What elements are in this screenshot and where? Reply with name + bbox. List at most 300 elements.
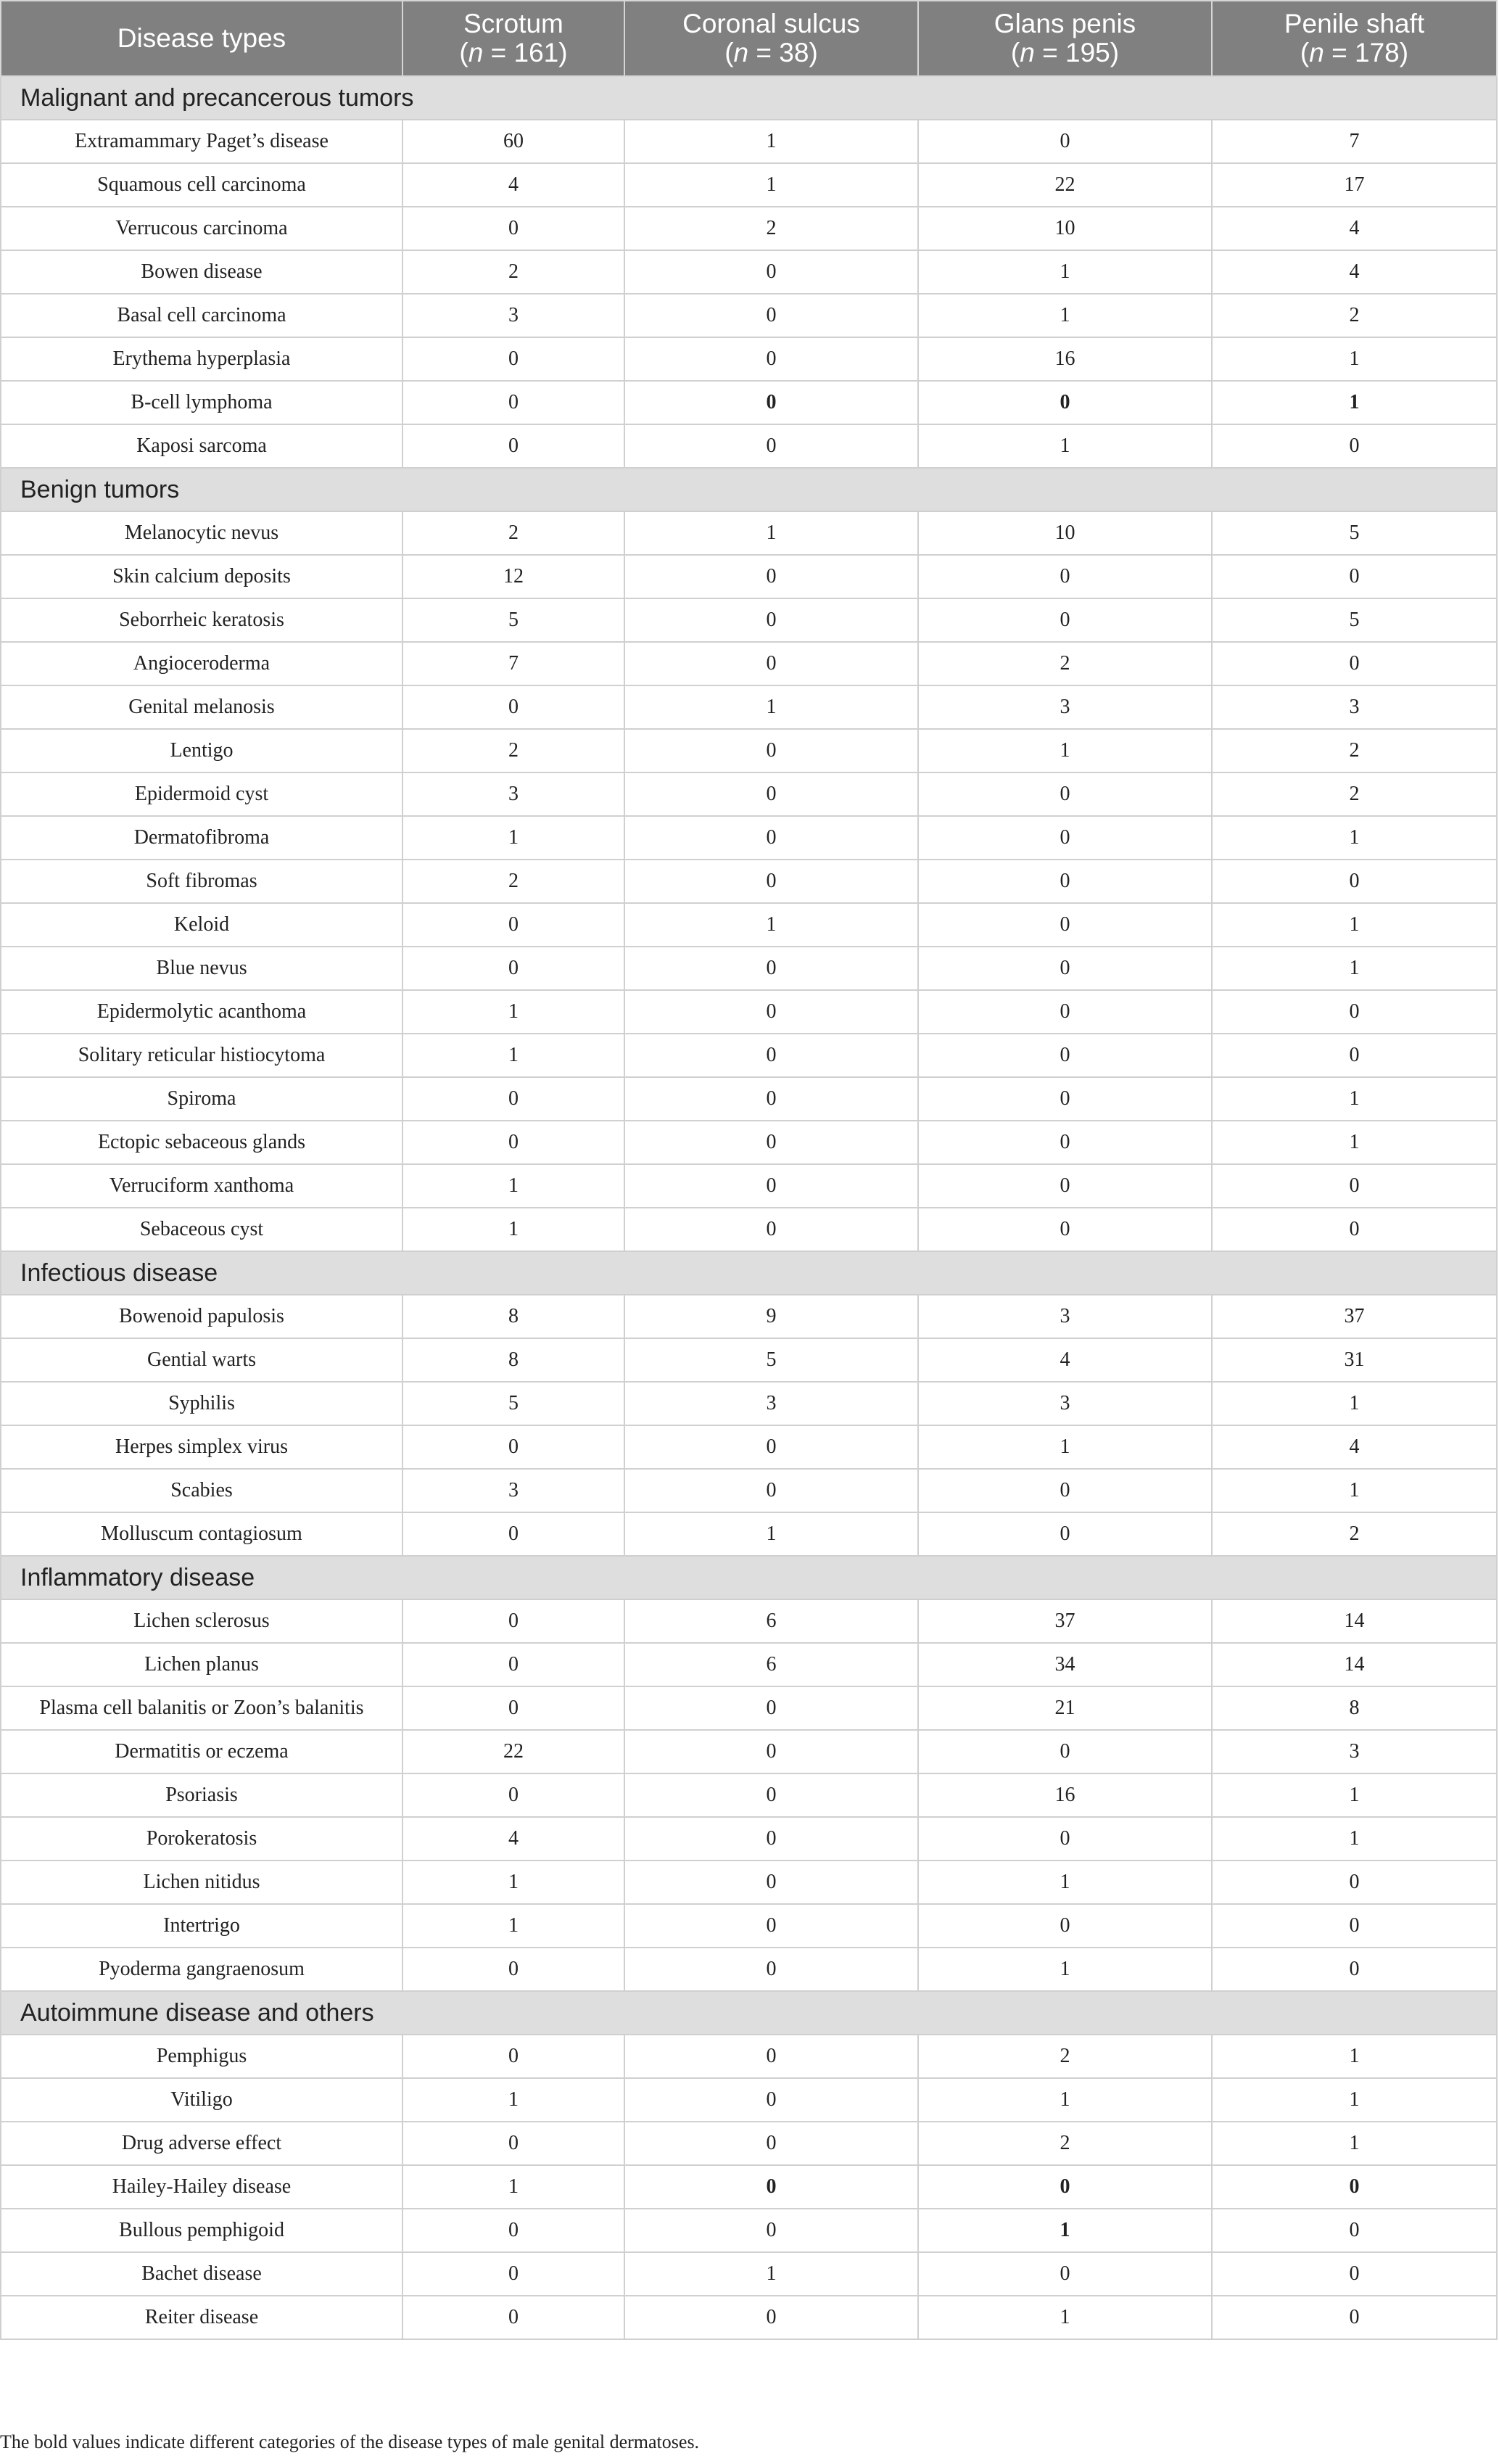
scrotum-count-cell: 3 (402, 294, 624, 337)
table-footnote: The bold values indicate different categories of the disease types of male genital dermatoses. (0, 2431, 700, 2452)
penile-shaft-count-cell: 2 (1212, 772, 1497, 816)
disease-name-cell: Psoriasis (1, 1773, 402, 1817)
disease-name-cell: Extramammary Paget’s disease (1, 120, 402, 163)
coronal-sulcus-count-cell: 0 (624, 2296, 918, 2339)
scrotum-count-cell: 0 (402, 424, 624, 468)
penile-shaft-count-cell: 8 (1212, 1686, 1497, 1730)
table-row (1, 1948, 1497, 1991)
penile-shaft-count-cell: 2 (1212, 729, 1497, 772)
coronal-sulcus-count-cell: 1 (624, 685, 918, 729)
coronal-sulcus-count-cell: 0 (624, 381, 918, 424)
penile-shaft-count-cell: 31 (1212, 1338, 1497, 1382)
disease-name-cell: Basal cell carcinoma (1, 294, 402, 337)
glans-penis-count-cell: 37 (918, 1599, 1212, 1643)
header-coronal-sulcus-n: (n = 38) (724, 38, 818, 67)
scrotum-count-cell: 1 (402, 1208, 624, 1251)
scrotum-count-cell: 0 (402, 2296, 624, 2339)
scrotum-count-cell: 12 (402, 555, 624, 598)
scrotum-count-cell: 7 (402, 642, 624, 685)
coronal-sulcus-count-cell: 0 (624, 1861, 918, 1904)
scrotum-count-cell: 2 (402, 511, 624, 555)
penile-shaft-count-cell: 0 (1212, 2165, 1497, 2209)
category-row (1, 468, 1497, 511)
coronal-sulcus-count-cell: 1 (624, 903, 918, 947)
table-row (1, 250, 1497, 294)
glans-penis-count-cell: 10 (918, 207, 1212, 250)
glans-penis-count-cell: 4 (918, 1338, 1212, 1382)
table-row (1, 598, 1497, 642)
disease-name-cell: Ectopic sebaceous glands (1, 1121, 402, 1164)
category-title: Inflammatory disease (1, 1556, 1497, 1599)
glans-penis-count-cell: 0 (918, 1208, 1212, 1251)
header-disease-types: Disease types (1, 1, 402, 76)
coronal-sulcus-count-cell: 0 (624, 1208, 918, 1251)
table-row (1, 1164, 1497, 1208)
scrotum-count-cell: 1 (402, 990, 624, 1034)
penile-shaft-count-cell: 4 (1212, 250, 1497, 294)
glans-penis-count-cell: 0 (918, 1121, 1212, 1164)
scrotum-count-cell: 0 (402, 685, 624, 729)
table-body (1, 76, 1497, 2339)
glans-penis-count-cell: 2 (918, 642, 1212, 685)
header-row (1, 1, 1497, 76)
disease-name-cell: Sebaceous cyst (1, 1208, 402, 1251)
glans-penis-count-cell: 3 (918, 685, 1212, 729)
scrotum-count-cell: 0 (402, 1599, 624, 1643)
scrotum-count-cell: 22 (402, 1730, 624, 1773)
penile-shaft-count-cell: 0 (1212, 1861, 1497, 1904)
disease-name-cell: Keloid (1, 903, 402, 947)
coronal-sulcus-count-cell: 6 (624, 1643, 918, 1686)
glans-penis-count-cell: 0 (918, 1904, 1212, 1948)
penile-shaft-count-cell: 1 (1212, 1469, 1497, 1512)
glans-penis-count-cell: 0 (918, 1512, 1212, 1556)
coronal-sulcus-count-cell: 0 (624, 337, 918, 381)
penile-shaft-count-cell: 14 (1212, 1599, 1497, 1643)
penile-shaft-count-cell: 0 (1212, 2252, 1497, 2296)
table-row (1, 1861, 1497, 1904)
glans-penis-count-cell: 0 (918, 381, 1212, 424)
scrotum-count-cell: 1 (402, 1034, 624, 1077)
scrotum-count-cell: 4 (402, 163, 624, 207)
glans-penis-count-cell: 0 (918, 860, 1212, 903)
coronal-sulcus-count-cell: 1 (624, 120, 918, 163)
scrotum-count-cell: 0 (402, 1425, 624, 1469)
coronal-sulcus-count-cell: 0 (624, 990, 918, 1034)
table-row (1, 1034, 1497, 1077)
coronal-sulcus-count-cell: 0 (624, 816, 918, 860)
glans-penis-count-cell: 0 (918, 120, 1212, 163)
category-row (1, 76, 1497, 120)
header-glans-penis-name: Glans penis (994, 9, 1136, 38)
table-row (1, 1338, 1497, 1382)
scrotum-count-cell: 1 (402, 1861, 624, 1904)
scrotum-count-cell: 60 (402, 120, 624, 163)
disease-name-cell: Scabies (1, 1469, 402, 1512)
penile-shaft-count-cell: 0 (1212, 555, 1497, 598)
glans-penis-count-cell: 0 (918, 947, 1212, 990)
category-title: Autoimmune disease and others (1, 1991, 1497, 2035)
table-row (1, 1773, 1497, 1817)
scrotum-count-cell: 5 (402, 598, 624, 642)
disease-name-cell: Bullous pemphigoid (1, 2209, 402, 2252)
glans-penis-count-cell: 1 (918, 424, 1212, 468)
disease-name-cell: Molluscum contagiosum (1, 1512, 402, 1556)
disease-name-cell: Epidermoid cyst (1, 772, 402, 816)
coronal-sulcus-count-cell: 9 (624, 1295, 918, 1338)
glans-penis-count-cell: 0 (918, 903, 1212, 947)
coronal-sulcus-count-cell: 5 (624, 1338, 918, 1382)
penile-shaft-count-cell: 0 (1212, 2296, 1497, 2339)
table-row (1, 1730, 1497, 1773)
scrotum-count-cell: 5 (402, 1382, 624, 1425)
scrotum-count-cell: 4 (402, 1817, 624, 1861)
disease-name-cell: Verrucous carcinoma (1, 207, 402, 250)
category-title: Infectious disease (1, 1251, 1497, 1295)
coronal-sulcus-count-cell: 0 (624, 860, 918, 903)
scrotum-count-cell: 3 (402, 1469, 624, 1512)
table-row (1, 772, 1497, 816)
table-row (1, 1686, 1497, 1730)
disease-name-cell: Reiter disease (1, 2296, 402, 2339)
glans-penis-count-cell: 0 (918, 2252, 1212, 2296)
coronal-sulcus-count-cell: 0 (624, 2122, 918, 2165)
glans-penis-count-cell: 0 (918, 1817, 1212, 1861)
penile-shaft-count-cell: 4 (1212, 207, 1497, 250)
coronal-sulcus-count-cell: 0 (624, 2035, 918, 2078)
coronal-sulcus-count-cell: 0 (624, 598, 918, 642)
glans-penis-count-cell: 1 (918, 294, 1212, 337)
coronal-sulcus-count-cell: 0 (624, 947, 918, 990)
glans-penis-count-cell: 1 (918, 2209, 1212, 2252)
scrotum-count-cell: 8 (402, 1295, 624, 1338)
table-row (1, 2122, 1497, 2165)
table-row (1, 207, 1497, 250)
glans-penis-count-cell: 2 (918, 2035, 1212, 2078)
disease-name-cell: Soft fibromas (1, 860, 402, 903)
penile-shaft-count-cell: 1 (1212, 2078, 1497, 2122)
disease-name-cell: Plasma cell balanitis or Zoon’s balanitis (1, 1686, 402, 1730)
table-row (1, 1382, 1497, 1425)
penile-shaft-count-cell: 37 (1212, 1295, 1497, 1338)
category-title: Benign tumors (1, 468, 1497, 511)
penile-shaft-count-cell: 0 (1212, 1034, 1497, 1077)
disease-name-cell: Seborrheic keratosis (1, 598, 402, 642)
disease-name-cell: Bowen disease (1, 250, 402, 294)
table-row (1, 1425, 1497, 1469)
header-glans-penis (918, 1, 1212, 76)
glans-penis-count-cell: 0 (918, 1164, 1212, 1208)
scrotum-count-cell: 2 (402, 729, 624, 772)
scrotum-count-cell: 1 (402, 816, 624, 860)
coronal-sulcus-count-cell: 0 (624, 1164, 918, 1208)
coronal-sulcus-count-cell: 0 (624, 1034, 918, 1077)
disease-name-cell: Angioceroderma (1, 642, 402, 685)
coronal-sulcus-count-cell: 0 (624, 1077, 918, 1121)
coronal-sulcus-count-cell: 0 (624, 424, 918, 468)
glans-penis-count-cell: 1 (918, 729, 1212, 772)
glans-penis-count-cell: 0 (918, 772, 1212, 816)
penile-shaft-count-cell: 0 (1212, 1948, 1497, 1991)
header-glans-penis-n: (n = 195) (1010, 38, 1120, 67)
disease-name-cell: Blue nevus (1, 947, 402, 990)
glans-penis-count-cell: 1 (918, 2078, 1212, 2122)
table-row (1, 294, 1497, 337)
glans-penis-count-cell: 22 (918, 163, 1212, 207)
scrotum-count-cell: 0 (402, 1077, 624, 1121)
coronal-sulcus-count-cell: 0 (624, 1469, 918, 1512)
penile-shaft-count-cell: 1 (1212, 816, 1497, 860)
disease-name-cell: Drug adverse effect (1, 2122, 402, 2165)
coronal-sulcus-count-cell: 0 (624, 1121, 918, 1164)
table-row (1, 120, 1497, 163)
disease-name-cell: Genital melanosis (1, 685, 402, 729)
coronal-sulcus-count-cell: 2 (624, 207, 918, 250)
table-row (1, 2209, 1497, 2252)
disease-name-cell: Melanocytic nevus (1, 511, 402, 555)
table-row (1, 555, 1497, 598)
disease-name-cell: Kaposi sarcoma (1, 424, 402, 468)
coronal-sulcus-count-cell: 0 (624, 250, 918, 294)
glans-penis-count-cell: 3 (918, 1382, 1212, 1425)
glans-penis-count-cell: 1 (918, 250, 1212, 294)
disease-name-cell: Pyoderma gangraenosum (1, 1948, 402, 1991)
coronal-sulcus-count-cell: 0 (624, 1773, 918, 1817)
scrotum-count-cell: 0 (402, 903, 624, 947)
table-row (1, 1512, 1497, 1556)
table-row (1, 2252, 1497, 2296)
penile-shaft-count-cell: 1 (1212, 947, 1497, 990)
header-penile-shaft (1212, 1, 1497, 76)
coronal-sulcus-count-cell: 0 (624, 1817, 918, 1861)
disease-name-cell: Solitary reticular histiocytoma (1, 1034, 402, 1077)
disease-name-cell: Verruciform xanthoma (1, 1164, 402, 1208)
coronal-sulcus-count-cell: 6 (624, 1599, 918, 1643)
glans-penis-count-cell: 16 (918, 337, 1212, 381)
disease-name-cell: Dermatofibroma (1, 816, 402, 860)
coronal-sulcus-count-cell: 0 (624, 294, 918, 337)
coronal-sulcus-count-cell: 3 (624, 1382, 918, 1425)
category-row (1, 1556, 1497, 1599)
glans-penis-count-cell: 0 (918, 598, 1212, 642)
penile-shaft-count-cell: 1 (1212, 1382, 1497, 1425)
scrotum-count-cell: 0 (402, 1512, 624, 1556)
glans-penis-count-cell: 0 (918, 1730, 1212, 1773)
penile-shaft-count-cell: 0 (1212, 1904, 1497, 1948)
penile-shaft-count-cell: 0 (1212, 2209, 1497, 2252)
coronal-sulcus-count-cell: 0 (624, 2209, 918, 2252)
coronal-sulcus-count-cell: 1 (624, 1512, 918, 1556)
glans-penis-count-cell: 3 (918, 1295, 1212, 1338)
table-row (1, 2165, 1497, 2209)
scrotum-count-cell: 3 (402, 772, 624, 816)
header-coronal-sulcus-name: Coronal sulcus (682, 9, 860, 38)
disease-name-cell: Herpes simplex virus (1, 1425, 402, 1469)
disease-name-cell: Squamous cell carcinoma (1, 163, 402, 207)
coronal-sulcus-count-cell: 0 (624, 1948, 918, 1991)
scrotum-count-cell: 0 (402, 1643, 624, 1686)
glans-penis-count-cell: 16 (918, 1773, 1212, 1817)
coronal-sulcus-count-cell: 0 (624, 642, 918, 685)
penile-shaft-count-cell: 1 (1212, 1773, 1497, 1817)
table-row (1, 729, 1497, 772)
disease-name-cell: Hailey-Hailey disease (1, 2165, 402, 2209)
penile-shaft-count-cell: 17 (1212, 163, 1497, 207)
disease-name-cell: Lichen sclerosus (1, 1599, 402, 1643)
disease-name-cell: Erythema hyperplasia (1, 337, 402, 381)
glans-penis-count-cell: 0 (918, 1077, 1212, 1121)
table-row (1, 1599, 1497, 1643)
category-row (1, 1251, 1497, 1295)
penile-shaft-count-cell: 14 (1212, 1643, 1497, 1686)
table-row (1, 163, 1497, 207)
header-coronal-sulcus (624, 1, 918, 76)
scrotum-count-cell: 0 (402, 2209, 624, 2252)
header-scrotum-n: (n = 161) (459, 38, 568, 67)
scrotum-count-cell: 1 (402, 2165, 624, 2209)
penile-shaft-count-cell: 1 (1212, 1121, 1497, 1164)
glans-penis-count-cell: 0 (918, 990, 1212, 1034)
penile-shaft-count-cell: 3 (1212, 685, 1497, 729)
glans-penis-count-cell: 2 (918, 2122, 1212, 2165)
coronal-sulcus-count-cell: 1 (624, 163, 918, 207)
table-row (1, 903, 1497, 947)
coronal-sulcus-count-cell: 0 (624, 1425, 918, 1469)
scrotum-count-cell: 0 (402, 1948, 624, 1991)
table-row (1, 2296, 1497, 2339)
table-row (1, 860, 1497, 903)
coronal-sulcus-count-cell: 0 (624, 2165, 918, 2209)
scrotum-count-cell: 8 (402, 1338, 624, 1382)
header-scrotum-name: Scrotum (463, 9, 563, 38)
glans-penis-count-cell: 1 (918, 2296, 1212, 2339)
table-row (1, 2035, 1497, 2078)
penile-shaft-count-cell: 1 (1212, 2035, 1497, 2078)
penile-shaft-count-cell: 2 (1212, 1512, 1497, 1556)
penile-shaft-count-cell: 4 (1212, 1425, 1497, 1469)
glans-penis-count-cell: 1 (918, 1861, 1212, 1904)
coronal-sulcus-count-cell: 1 (624, 511, 918, 555)
category-title: Malignant and precancerous tumors (1, 76, 1497, 120)
table-row (1, 990, 1497, 1034)
scrotum-count-cell: 1 (402, 1904, 624, 1948)
glans-penis-count-cell: 0 (918, 555, 1212, 598)
penile-shaft-count-cell: 1 (1212, 337, 1497, 381)
table-row (1, 685, 1497, 729)
glans-penis-count-cell: 1 (918, 1948, 1212, 1991)
scrotum-count-cell: 2 (402, 860, 624, 903)
table-row (1, 337, 1497, 381)
header-penile-shaft-n: (n = 178) (1300, 38, 1409, 67)
coronal-sulcus-count-cell: 0 (624, 555, 918, 598)
table-row (1, 1817, 1497, 1861)
penile-shaft-count-cell: 1 (1212, 381, 1497, 424)
disease-name-cell: Lichen planus (1, 1643, 402, 1686)
scrotum-count-cell: 0 (402, 381, 624, 424)
scrotum-count-cell: 1 (402, 2078, 624, 2122)
table-row (1, 1469, 1497, 1512)
table-row (1, 1077, 1497, 1121)
penile-shaft-count-cell: 0 (1212, 1208, 1497, 1251)
scrotum-count-cell: 1 (402, 1164, 624, 1208)
disease-name-cell: B-cell lymphoma (1, 381, 402, 424)
table-row (1, 1121, 1497, 1164)
scrotum-count-cell: 0 (402, 207, 624, 250)
penile-shaft-count-cell: 5 (1212, 511, 1497, 555)
disease-name-cell: Gential warts (1, 1338, 402, 1382)
scrotum-count-cell: 0 (402, 1773, 624, 1817)
penile-shaft-count-cell: 1 (1212, 1817, 1497, 1861)
glans-penis-count-cell: 1 (918, 1425, 1212, 1469)
disease-name-cell: Vitiligo (1, 2078, 402, 2122)
table-row (1, 1208, 1497, 1251)
table-row (1, 511, 1497, 555)
disease-name-cell: Spiroma (1, 1077, 402, 1121)
disease-name-cell: Intertrigo (1, 1904, 402, 1948)
disease-name-cell: Pemphigus (1, 2035, 402, 2078)
table-row (1, 816, 1497, 860)
glans-penis-count-cell: 0 (918, 1034, 1212, 1077)
disease-name-cell: Dermatitis or eczema (1, 1730, 402, 1773)
penile-shaft-count-cell: 0 (1212, 424, 1497, 468)
scrotum-count-cell: 0 (402, 1121, 624, 1164)
header-penile-shaft-name: Penile shaft (1284, 9, 1425, 38)
table-row (1, 642, 1497, 685)
scrotum-count-cell: 0 (402, 2252, 624, 2296)
table-row (1, 1295, 1497, 1338)
coronal-sulcus-count-cell: 0 (624, 2078, 918, 2122)
table-row (1, 2078, 1497, 2122)
coronal-sulcus-count-cell: 0 (624, 1686, 918, 1730)
glans-penis-count-cell: 21 (918, 1686, 1212, 1730)
glans-penis-count-cell: 0 (918, 2165, 1212, 2209)
penile-shaft-count-cell: 0 (1212, 642, 1497, 685)
penile-shaft-count-cell: 0 (1212, 860, 1497, 903)
category-row (1, 1991, 1497, 2035)
penile-shaft-count-cell: 5 (1212, 598, 1497, 642)
disease-name-cell: Syphilis (1, 1382, 402, 1425)
disease-name-cell: Lentigo (1, 729, 402, 772)
penile-shaft-count-cell: 1 (1212, 903, 1497, 947)
disease-name-cell: Bachet disease (1, 2252, 402, 2296)
penile-shaft-count-cell: 7 (1212, 120, 1497, 163)
table-row (1, 381, 1497, 424)
disease-name-cell: Skin calcium deposits (1, 555, 402, 598)
disease-name-cell: Porokeratosis (1, 1817, 402, 1861)
coronal-sulcus-count-cell: 0 (624, 1904, 918, 1948)
disease-name-cell: Lichen nitidus (1, 1861, 402, 1904)
table-row (1, 1643, 1497, 1686)
penile-shaft-count-cell: 1 (1212, 1077, 1497, 1121)
glans-penis-count-cell: 10 (918, 511, 1212, 555)
penile-shaft-count-cell: 0 (1212, 990, 1497, 1034)
penile-shaft-count-cell: 3 (1212, 1730, 1497, 1773)
glans-penis-count-cell: 34 (918, 1643, 1212, 1686)
header-scrotum (402, 1, 624, 76)
scrotum-count-cell: 0 (402, 337, 624, 381)
scrotum-count-cell: 0 (402, 2122, 624, 2165)
scrotum-count-cell: 0 (402, 2035, 624, 2078)
table-header (1, 1, 1497, 76)
coronal-sulcus-count-cell: 0 (624, 772, 918, 816)
scrotum-count-cell: 2 (402, 250, 624, 294)
glans-penis-count-cell: 0 (918, 816, 1212, 860)
penile-shaft-count-cell: 0 (1212, 1164, 1497, 1208)
table-row (1, 424, 1497, 468)
table-row (1, 947, 1497, 990)
coronal-sulcus-count-cell: 0 (624, 729, 918, 772)
scrotum-count-cell: 0 (402, 947, 624, 990)
